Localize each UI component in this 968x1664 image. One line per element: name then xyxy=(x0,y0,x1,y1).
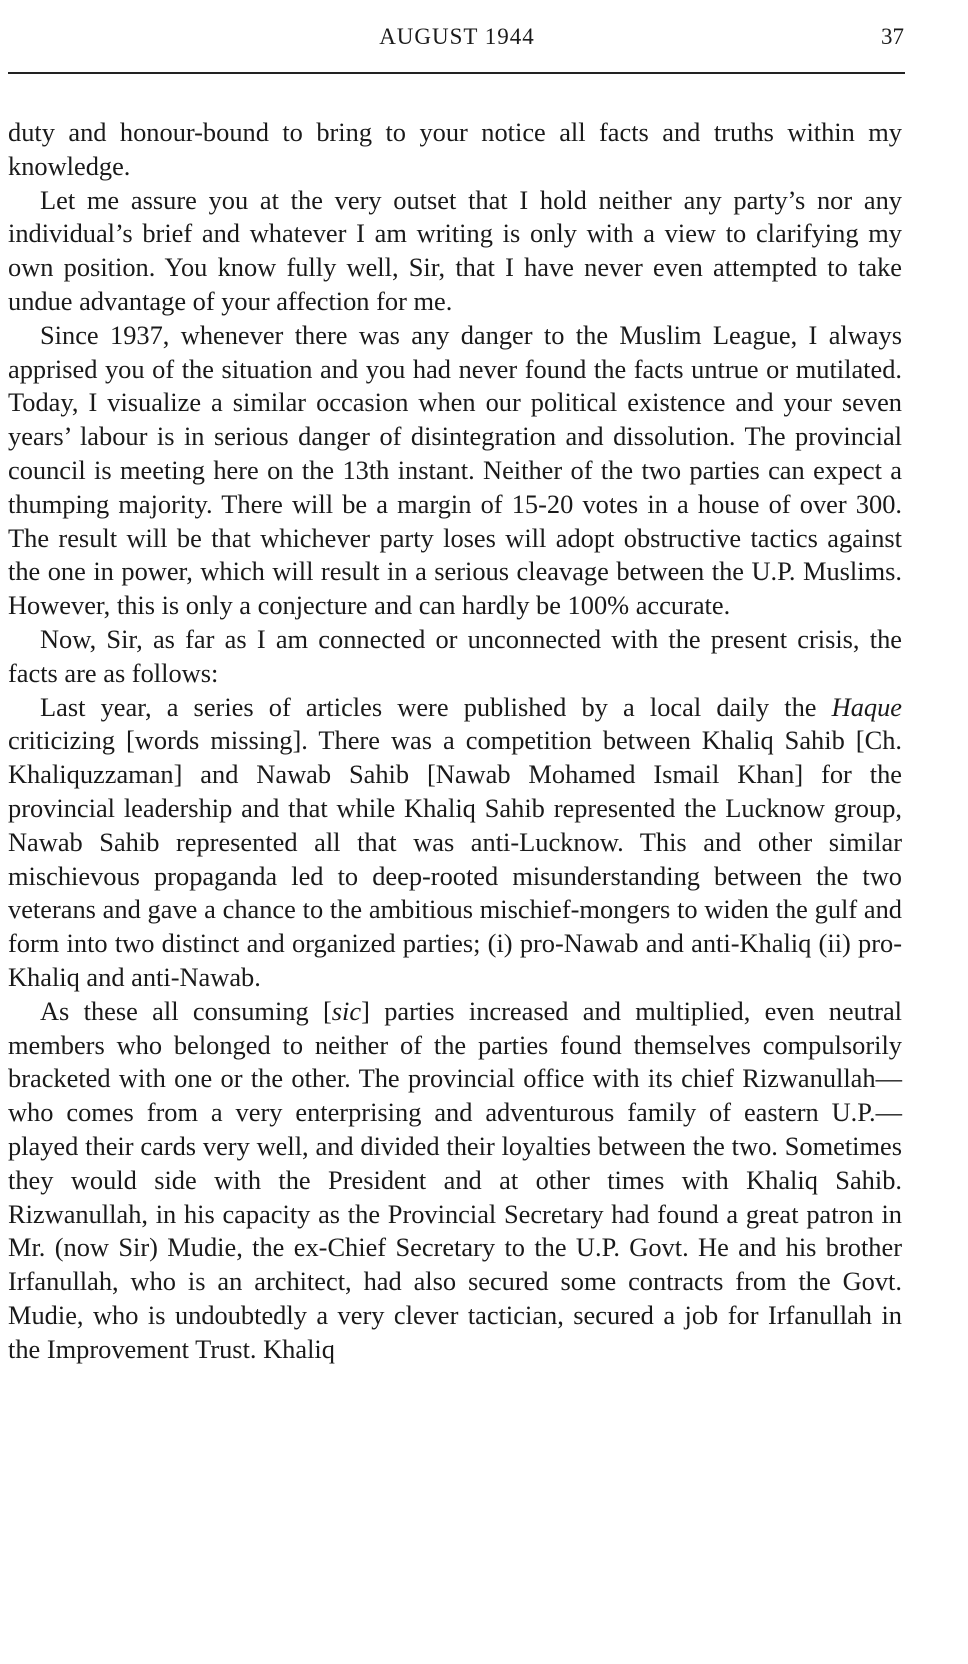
paragraph-present-crisis xyxy=(8,623,902,691)
paragraph-assurance xyxy=(8,184,902,319)
body-text xyxy=(8,116,902,1366)
paragraph-parties xyxy=(8,995,902,1367)
paragraph-text: As these all consuming [ xyxy=(40,995,332,1026)
paragraph-continued xyxy=(8,116,902,184)
paragraph-last-year xyxy=(8,691,902,995)
paragraph-text: Now, Sir, as far as I am connected or unconnected with the present crisis, the facts are as follows: xyxy=(8,623,902,688)
paragraph-text: ] parties increased and multiplied, even neutral members who belonged to neither of the parties found themselves compulsorily bracketed with one or the other. The provincial office with its chief Rizwanullah— who comes from a very enterprising and adventurous family of eastern U.P.— played their cards very well, and divided their loyalties between the two. Sometimes they would side with the President and at other times with Khaliq Sahib. Rizwanullah, in his capacity as the Provincial Secretary had found a great patron in Mr. (now Sir) Mudie, the ex-Chief Secretary to the U.P. Govt. He and his brother Irfanullah, who is an architect, had also secured some contracts from the Govt. Mudie, who is undoubtedly a very clever tactician, secured a job for Irfanullah in the Improvement Trust. Khaliq xyxy=(8,995,902,1364)
paragraph-since-1937 xyxy=(8,319,902,623)
newspaper-title: Haque xyxy=(831,691,902,722)
paragraph-text: criticizing [words missing]. There was a competition between Khaliq Sahib [Ch. Khaliquzzaman] and Nawab Sahib [Nawab Mohamed Ismail Khan] for the provincial leadership and that while Khaliq Sahib represented the Lucknow group, Nawab Sahib represented all that was anti-Lucknow. This and other similar mischievous propaganda led to deep-rooted misunderstanding between the two veterans and gave a chance to the ambitious mischief-mongers to widen the gulf and form into two distinct and organized parties; (i) pro-Nawab and anti-Khaliq (ii) pro-Khaliq and anti-Nawab. xyxy=(8,725,902,992)
page-number: 37 xyxy=(881,24,904,49)
sic-note: sic xyxy=(331,995,362,1026)
header-rule xyxy=(8,72,905,74)
running-head xyxy=(10,18,904,58)
paragraph-text: Last year, a series of articles were published by a local daily the xyxy=(40,691,832,722)
paragraph-text: duty and honour-bound to bring to your notice all facts and truths within my knowledge. xyxy=(8,117,902,181)
paragraph-text: Since 1937, whenever there was any danger to the Muslim League, I always apprised you of the situation and you had never found the facts untrue or mutilated. Today, I visualize a similar occasion when our political existence and your seven years’ labour is in serious danger of disintegration and dissolution. The provincial council is meeting here on the 13th instant. Neither of the two parties can expect a thumping majority. There will be a margin of 15-20 votes in a house of over 300. The result will be that whichever party loses will adopt obstructive tactics against the one in power, which will result in a serious cleavage between the U.P. Muslims. However, this is only a conjecture and can hardly be 100% accurate. xyxy=(8,319,902,621)
running-title: AUGUST 1944 xyxy=(379,24,535,49)
paragraph-text: Let me assure you at the very outset that I hold neither any party’s nor any individual’s brief and whatever I am writing is only with a view to clarifying my own position. You know fully well, Sir, that I have never even attempted to take undue advantage of your affection for me. xyxy=(8,184,902,316)
